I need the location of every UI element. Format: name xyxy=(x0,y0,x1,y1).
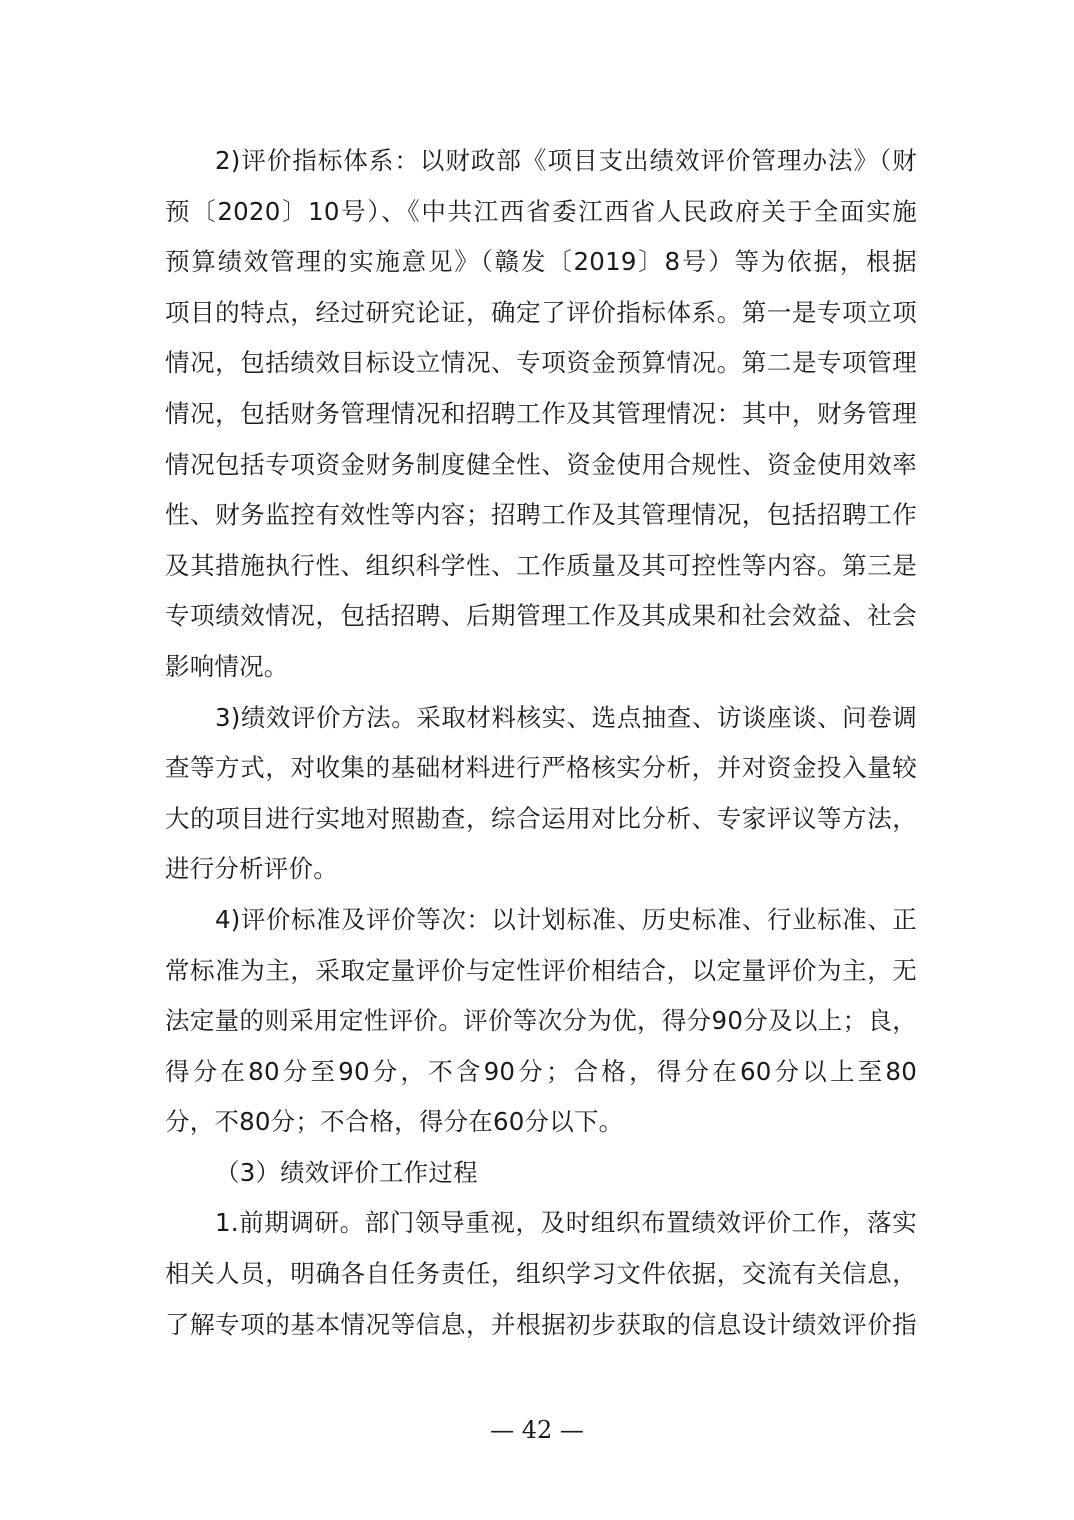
text-line: 情况，包括绩效目标设立情况、专项资金预算情况。第二是专项管理 xyxy=(165,348,917,378)
text-line: 情况，包括财务管理情况和招聘工作及其管理情况：其中，财务管理 xyxy=(165,398,917,428)
text-line: 预算绩效管理的实施意见》（赣发〔2019〕8号）等为依据，根据 xyxy=(165,247,917,277)
text-line: 4)评价标准及评价等次：以计划标准、历史标准、行业标准、正 xyxy=(215,904,917,934)
body-text xyxy=(165,136,917,1350)
text-line: 预〔2020〕10号）、《中共江西省委江西省人民政府关于全面实施 xyxy=(165,196,917,226)
paragraph-evaluation-standard xyxy=(165,895,917,1148)
text-line: 2)评价指标体系：以财政部《项目支出绩效评价管理办法》（财 xyxy=(215,146,917,175)
section-heading-work-process xyxy=(165,1148,917,1199)
text-line: 大的项目进行实地对照勘查，综合运用对比分析、专家评议等方法， xyxy=(165,803,917,833)
page-number: — 42 — xyxy=(490,1416,584,1444)
text-line: 得分在80分至90分，不含90分；合格，得分在60分以上至80 xyxy=(165,1056,917,1086)
text-line: 情况包括专项资金财务制度健全性、资金使用合规性、资金使用效率 xyxy=(165,449,917,479)
text-line: 专项绩效情况，包括招聘、后期管理工作及其成果和社会效益、社会 xyxy=(165,601,917,631)
text-line: 常标准为主，采取定量评价与定性评价相结合，以定量评价为主，无 xyxy=(165,955,917,985)
text-line: 1.前期调研。部门领导重视，及时组织布置绩效评价工作，落实 xyxy=(215,1208,917,1238)
text-line: 进行分析评价。 xyxy=(165,854,338,884)
text-line: 分，不80分；不合格，得分在60分以下。 xyxy=(165,1107,624,1137)
text-line: 影响情况。 xyxy=(165,651,289,681)
paragraph-evaluation-index-system xyxy=(165,136,917,693)
text-line: 法定量的则采用定性评价。评价等次分为优，得分90分及以上；良， xyxy=(165,1006,917,1036)
text-line: 性、财务监控有效性等内容；招聘工作及其管理情况，包括招聘工作 xyxy=(165,500,917,530)
text-line: 项目的特点，经过研究论证，确定了评价指标体系。第一是专项立项 xyxy=(165,297,917,327)
section-heading: （3）绩效评价工作过程 xyxy=(215,1157,478,1187)
text-line: 相关人员，明确各自任务责任，组织学习文件依据，交流有关信息， xyxy=(165,1259,917,1289)
text-line: 及其措施执行性、组织科学性、工作质量及其可控性等内容。第三是 xyxy=(165,550,917,580)
text-line: 查等方式，对收集的基础材料进行严格核实分析，并对资金投入量较 xyxy=(165,753,917,783)
paragraph-preliminary-research xyxy=(165,1198,917,1350)
text-line: 了解专项的基本情况等信息，并根据初步获取的信息设计绩效评价指 xyxy=(165,1309,917,1339)
text-line: 3)绩效评价方法。采取材料核实、选点抽查、访谈座谈、问卷调 xyxy=(215,702,917,732)
paragraph-evaluation-method xyxy=(165,693,917,895)
